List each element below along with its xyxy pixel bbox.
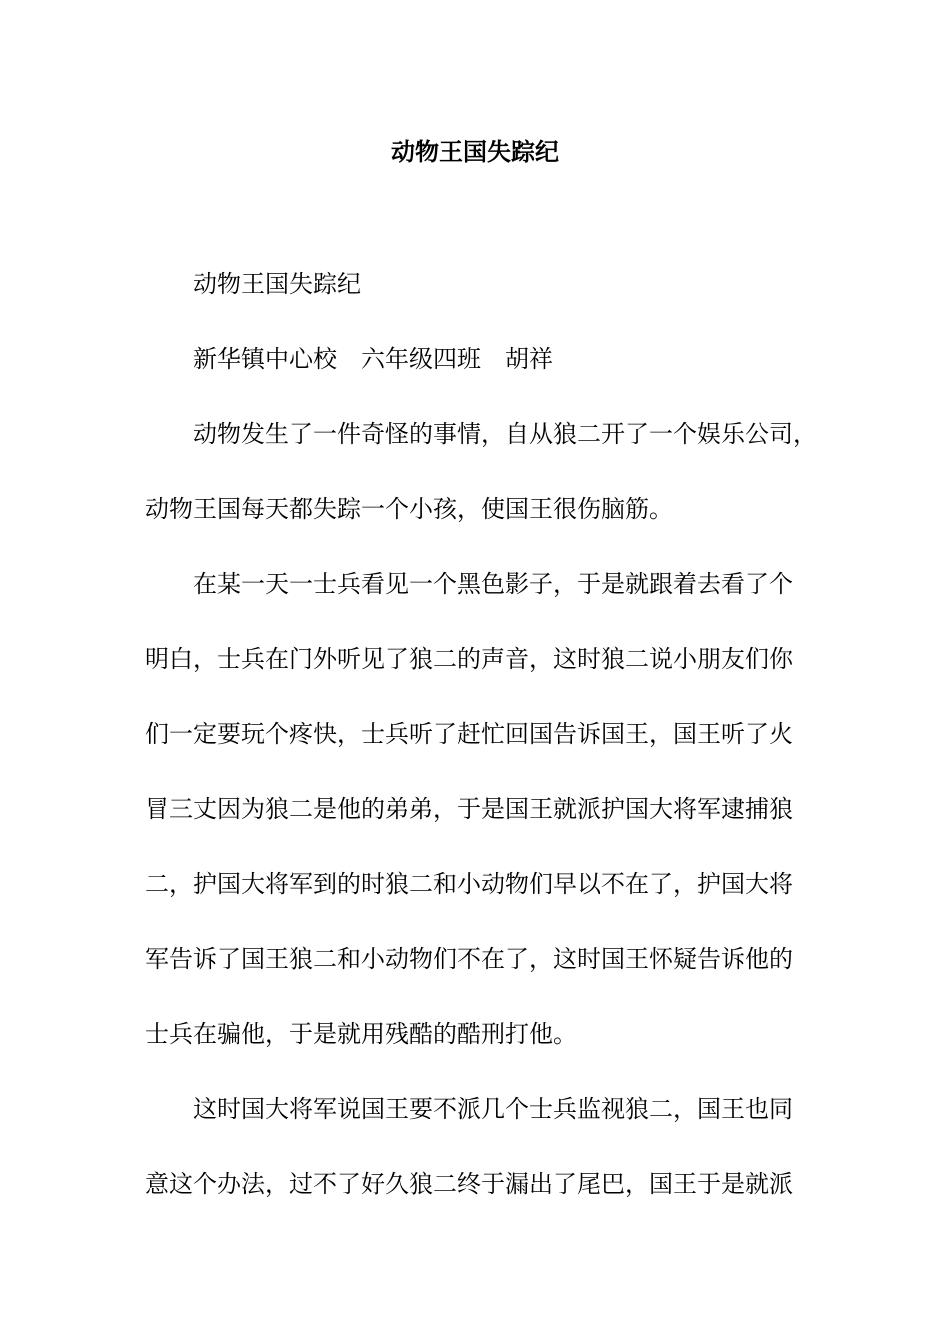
paragraph-line: 这时国大将军说国王要不派几个士兵监视狼二，国王也同	[193, 1095, 793, 1123]
paragraph-line: 动物发生了一件奇怪的事情，自从狼二开了一个娱乐公司，	[193, 420, 817, 448]
paragraph-line: 冒三丈因为狼二是他的弟弟，于是国王就派护国大将军逮捕狼	[145, 795, 793, 823]
document-body	[145, 247, 815, 1222]
paragraph-line: 士兵在骗他，于是就用残酷的酷刑打他。	[145, 1020, 577, 1048]
paragraph-line: 明白，士兵在门外听见了狼二的声音，这时狼二说小朋友们你	[145, 645, 793, 673]
document-title: 动物王国失踪纪	[391, 137, 559, 166]
paragraph-line: 军告诉了国王狼二和小动物们不在了，这时国王怀疑告诉他的	[145, 945, 793, 973]
subtitle-line: 动物王国失踪纪	[193, 270, 361, 298]
author-line: 新华镇中心校 六年级四班 胡祥	[193, 345, 553, 373]
paragraph-line: 在某一天一士兵看见一个黑色影子，于是就跟着去看了个	[193, 570, 793, 598]
paragraph-line: 们一定要玩个疼快，士兵听了赶忙回国告诉国王，国王听了火	[145, 720, 793, 748]
paragraph-line: 动物王国每天都失踪一个小孩，使国王很伤脑筋。	[145, 495, 673, 523]
paragraph-line: 意这个办法，过不了好久狼二终于漏出了尾巴，国王于是就派	[145, 1170, 793, 1198]
paragraph-line: 二，护国大将军到的时狼二和小动物们早以不在了，护国大将	[145, 870, 793, 898]
